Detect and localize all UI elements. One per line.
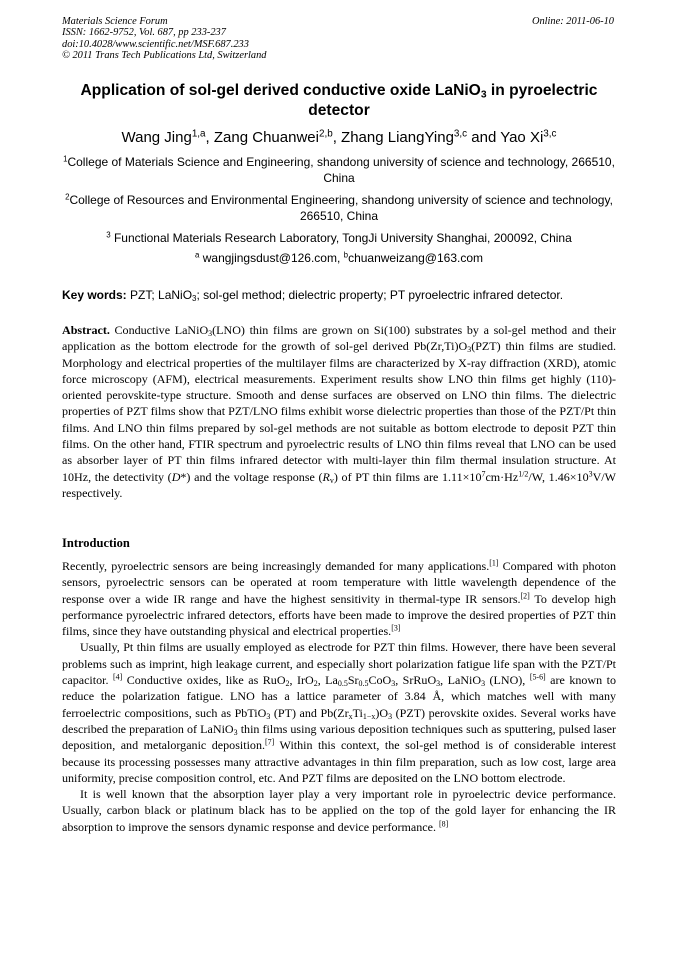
citation: [2]: [520, 591, 530, 601]
affiliation-2: $^2$College of Resources and Environmental Engineering, shandong university of science and technology, 266510, China: [65, 192, 613, 223]
author-list: Wang Jing$^{1,a}$, Zang Chuanwei$^{2,b}$, Zhang LiangYing$^{3,c}$ and Yao Xi$^{3,c}$: [121, 128, 557, 146]
citation: [5-6]: [529, 672, 546, 682]
author-name: Yao Xi: [500, 129, 544, 146]
author-name: Zhang LiangYing: [341, 129, 454, 146]
section-heading-introduction: Introduction: [62, 536, 130, 550]
paragraph: It is well known that the absorption layer play a very important role in pyroelectric device performance. Usually, carbon black or platinum black has to be applied on the top of the gold layer for enhancing the IR absorption to improve the sensors dynamic response and device performance. [8]: [62, 787, 616, 834]
citation: [7]: [265, 737, 275, 747]
citation: [1]: [489, 558, 499, 568]
email-line: $^a$ wangjingsdust@126.com, $^b$chuanweizang@163.com: [194, 250, 483, 265]
keywords-label: Key words:: [62, 288, 127, 302]
author-name: Zang Chuanwei: [213, 129, 319, 146]
abstract-label: Abstract.: [62, 323, 110, 337]
author-name: Wang Jing: [121, 129, 192, 146]
introduction-body: [62, 558, 616, 835]
journal-name: Materials Science Forum: [62, 16, 168, 27]
citation: [3]: [391, 623, 401, 633]
citation: [8]: [439, 819, 449, 829]
abstract: Abstract. Conductive LaNiO$_3$(LNO) thin films are grown on Si(100) substrates by a sol-gel method and their application as the bottom electrode for the growth of sol-gel derived $Pb(Zr,Ti)O_3(PZT)$ thin films are studied. Morphology and electrical properties of the multilayer films are characterized by X-ray diffraction (XRD), atomic force microscopy (AFM), electrical measurements. Experiment results show LNO thin films get highly (110)-oriented perovskite-type structure. Smooth and dense surfaces are observed on LNO thin films. The dielectric properties of PZT films show that PZT/LNO films exhibit worse dielectric properties than those of the PZT/Pt thin films. And LNO thin films prepared by sol-gel methods are not suitable as bottom electrode to deposit PZT thin films. On the other hand, FTIR spectrum and pyroelectric results of LNO thin films reveal that LNO can be used as absorber layer of PT thin films infrared detector with multi-layer thin film thermal insulation structure. At 10Hz, the detectivity (D*) and the voltage response $(R_v)$ of PT thin films are $1.11\times 10^7cm\cdot Hz^{1/2}/W$, $1.46\times 10^3V/W$ respectively.: [62, 323, 616, 500]
email-b: chuanweizang@163.com: [348, 251, 483, 265]
email-a: wangjingsdust@126.com,: [199, 251, 344, 265]
affiliation-3: $^3$ Functional Materials Research Laboratory, TongJi University Shanghai, 200092, China: [106, 230, 572, 245]
journal-copyright: © 2011 Trans Tech Publications Ltd, Switzerland: [62, 50, 267, 62]
paper-title: Application of sol-gel derived conductive oxide LaNiO$_3$ in pyroelectric detector: [80, 82, 598, 119]
journal-header: [62, 16, 266, 62]
paragraph: Recently, pyroelectric sensors are being increasingly demanded for many applications.[1] Compared with photon sensors, pyroelectric sensors can be operated at room temperature with little wavelength dependence of the response over a wide IR range and have the highest sensitivity in thermal-type IR sensors.[2] To develop high performance pyroelectric infrared detectors, efforts have been made to improve the desired properties of PZT thin films, since they have outstanding physical and electrical properties.[3]: [62, 558, 616, 639]
journal-issn: ISSN: 1662-9752, Vol. 687, pp 233-237: [62, 27, 226, 39]
citation: [4]: [112, 672, 123, 682]
paragraph: Usually, Pt thin films are usually employed as electrode for PZT thin films. However, there have been several problems such as imprint, high leakage current, and especially short polarization fatigue life span with the PZT/Pt capacitor. [4] Conductive oxides, like as RuO$_2$, IrO$_2$, $La_{0.5}Sr_{0.5}CoO_3$, SrRuO$_3$, LaNiO$_3$ (LNO), [5-6] are known to reduce the polarization fatigue. LNO has a lattice parameter of 3.84 Å, which matches well with many ferroelectric compositions, such as PbTiO$_3$ (PT) and $Pb(Zr_xTi_{1-x})O_3$ (PZT) perovskite oxides. Several works have described the preparation of LaNiO$_3$ thin films using various deposition techniques such as sputtering, pulsed laser deposition, and metalorganic deposition.[7] Within this context, the sol-gel method is of considerable interest because its processing possesses many attractive advantages in thin film preparation, such as low cost, large area uniformity, precise composition control, etc. And PZT films are deposited on the LNO bottom electrode.: [62, 640, 617, 785]
journal-doi: doi:10.4028/www.scientific.net/MSF.687.233: [62, 38, 249, 50]
keywords: Key words: PZT; LaNiO$_3$; sol-gel method; dielectric property; PT pyroelectric infrared detector.: [62, 288, 564, 303]
affiliation-1: $^1$College of Materials Science and Engineering, shandong university of science and technology, 266510, China: [63, 154, 615, 185]
online-date: Online: 2011-06-10: [531, 16, 614, 27]
